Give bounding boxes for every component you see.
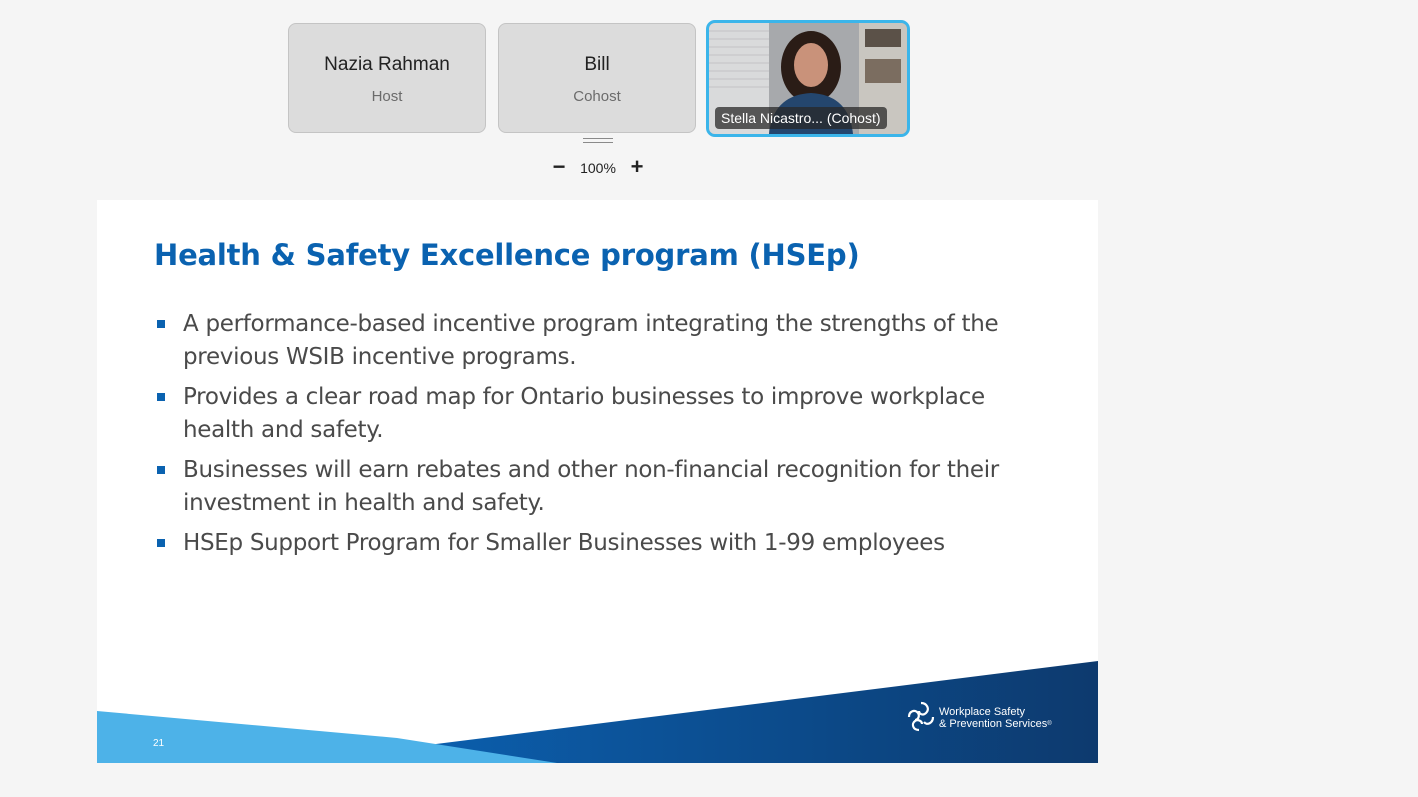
speaker-name-label: Stella Nicastro... (Cohost) — [715, 107, 887, 129]
wsps-logo — [905, 698, 1065, 738]
logo-line-2-text: & Prevention Services — [939, 718, 1048, 730]
registered-mark: ® — [1047, 721, 1052, 727]
logo-line-2 — [939, 718, 1052, 730]
wsps-logo-text — [939, 706, 1052, 730]
participant-name: Bill — [584, 54, 610, 75]
participant-tile-cohost[interactable] — [498, 23, 696, 133]
bullet-item: Provides a clear road map for Ontario businesses to improve workplace health and safety. — [155, 381, 1055, 447]
slide-title: Health & Safety Excellence program (HSEp) — [154, 238, 860, 272]
participant-role: Cohost — [573, 88, 621, 105]
participant-role: Host — [371, 88, 403, 105]
participant-name: Nazia Rahman — [324, 54, 450, 75]
active-speaker-video-tile[interactable] — [706, 20, 910, 137]
bullet-item: HSEp Support Program for Smaller Businesses with 1-99 employees — [155, 527, 1055, 560]
zoom-out-button[interactable]: − — [552, 154, 566, 179]
zoom-in-button[interactable]: + — [630, 154, 644, 179]
wsps-logo-icon — [905, 700, 937, 734]
resize-handle[interactable] — [583, 138, 613, 144]
participant-tile-host[interactable] — [288, 23, 486, 133]
logo-line-1: Workplace Safety — [939, 706, 1026, 718]
bullet-item: A performance-based incentive program integrating the strengths of the previous WSIB incentive programs. — [155, 308, 1055, 374]
zoom-level: 100% — [580, 160, 616, 176]
zoom-control — [548, 155, 648, 181]
slide-page-number: 21 — [153, 738, 165, 749]
shared-slide — [97, 200, 1098, 763]
bullet-list — [155, 308, 1055, 567]
bullet-item: Businesses will earn rebates and other non-financial recognition for their investment in health and safety. — [155, 454, 1055, 520]
